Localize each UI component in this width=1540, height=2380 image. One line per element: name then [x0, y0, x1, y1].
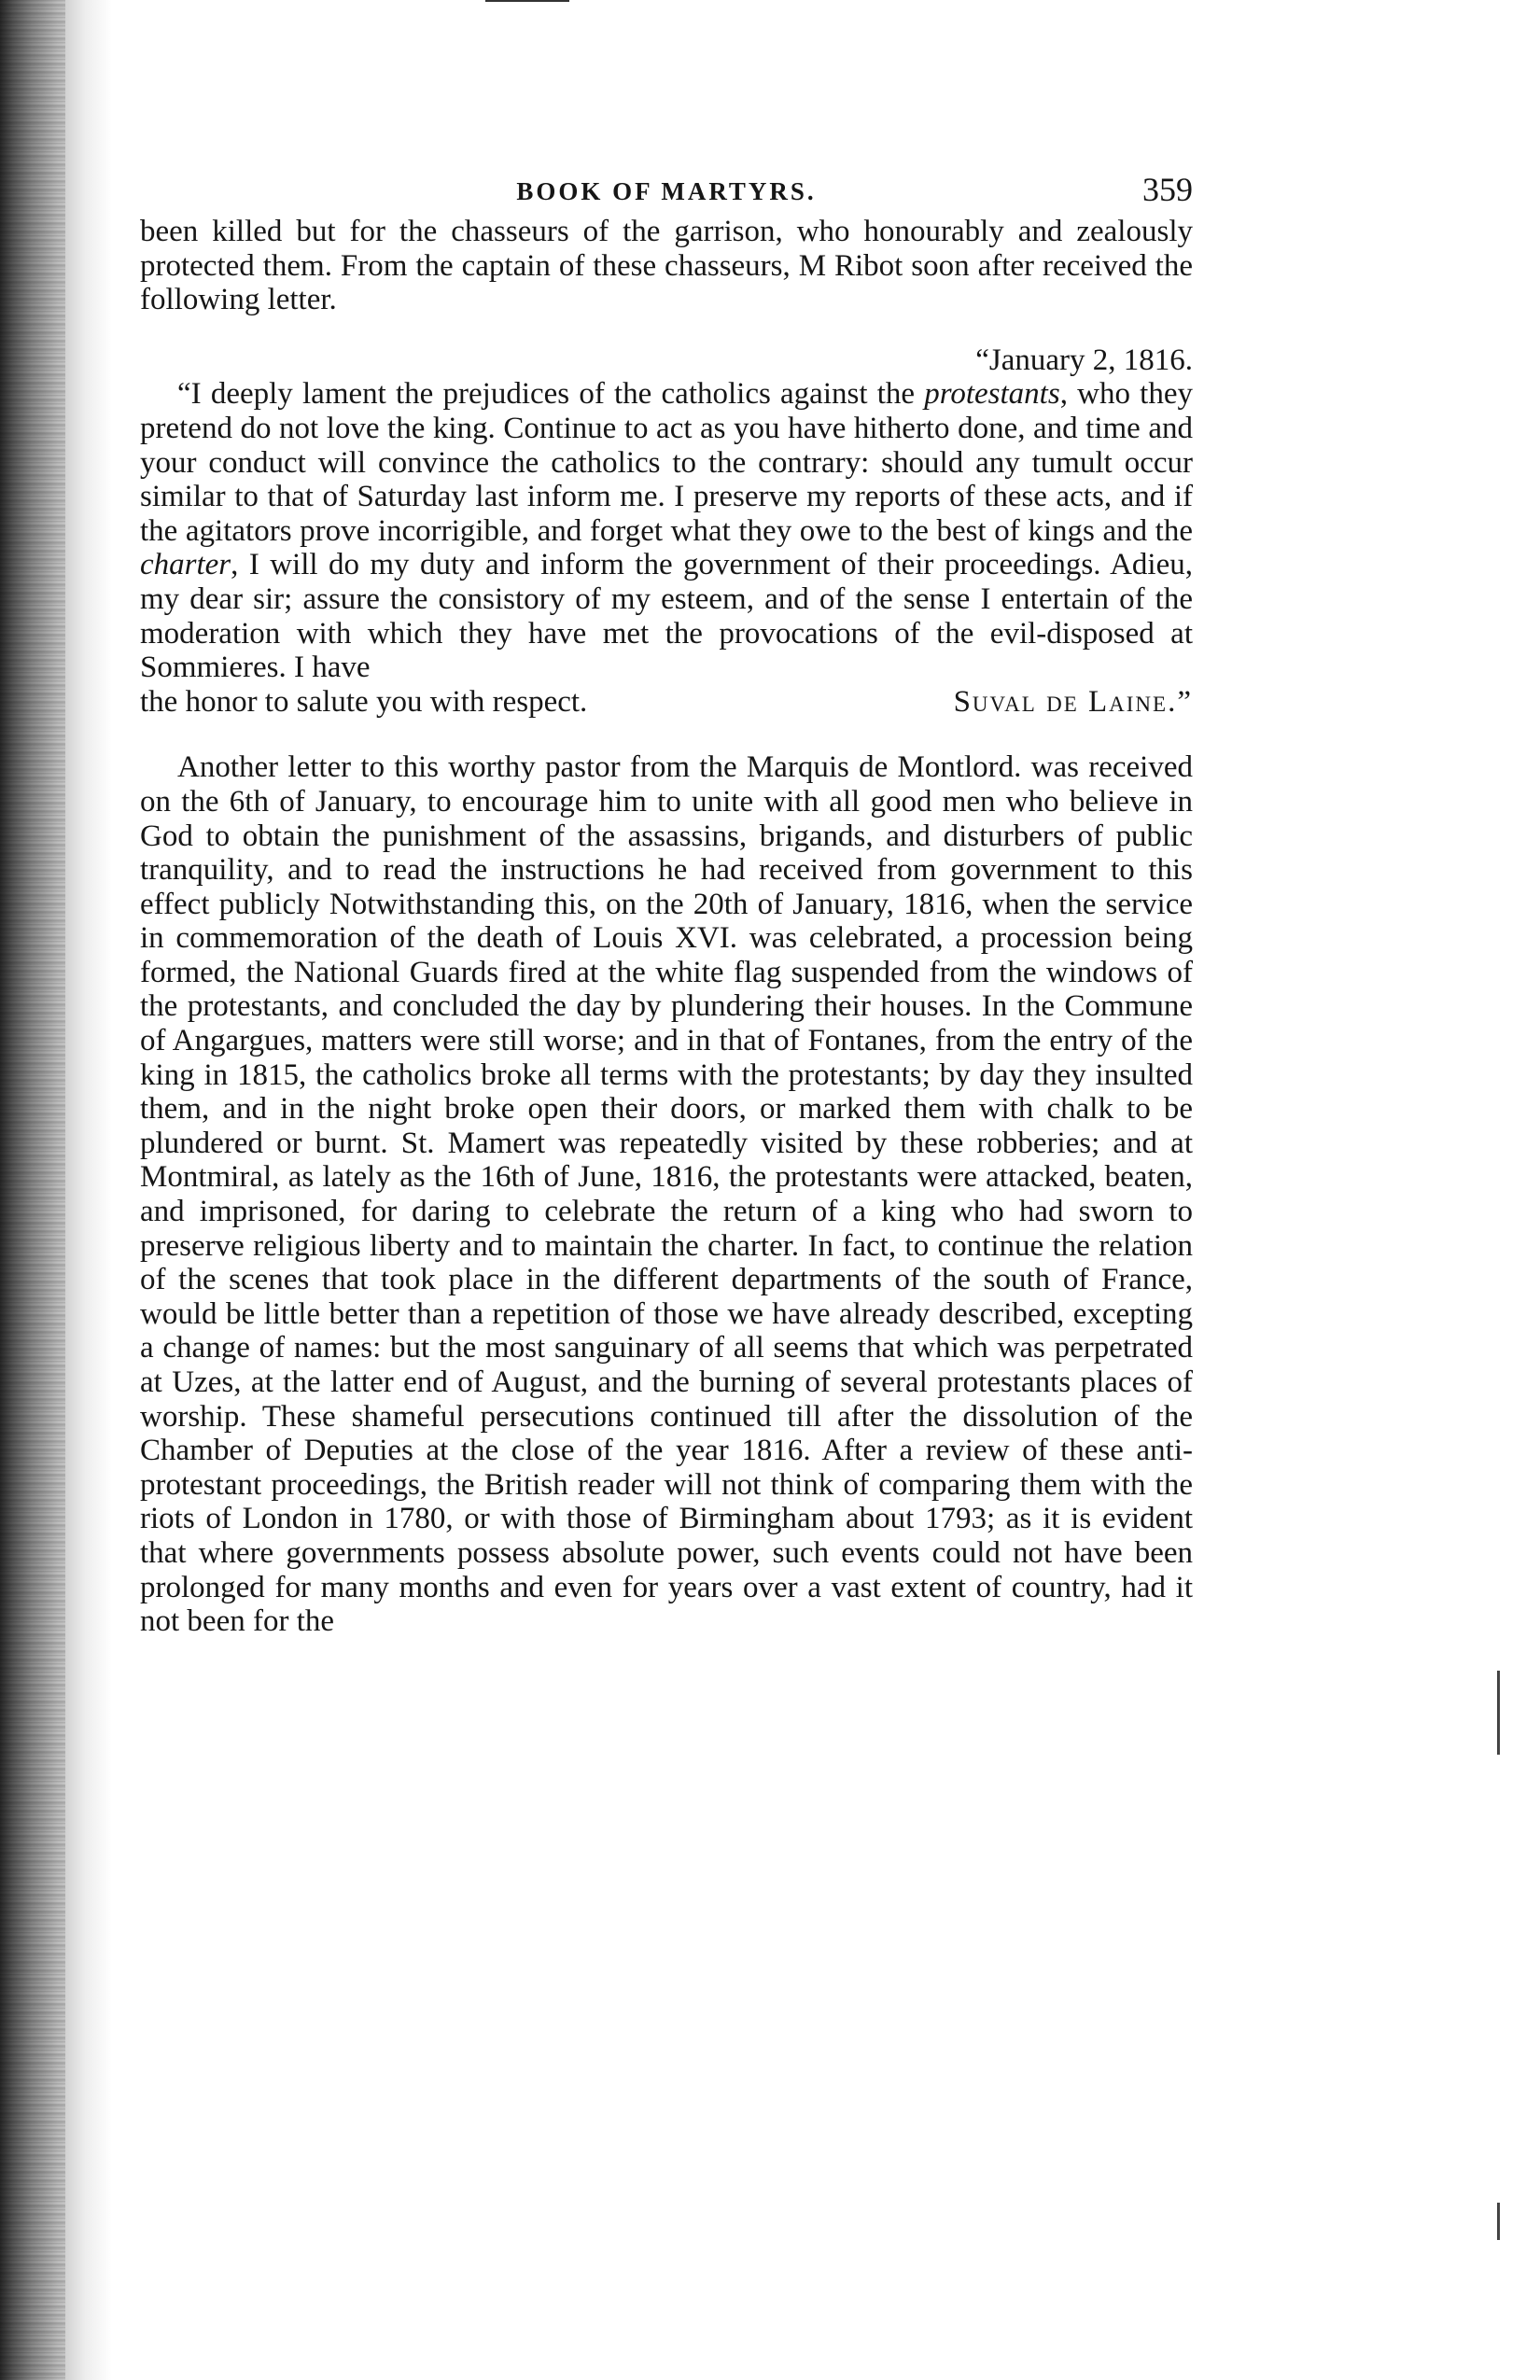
letter-body-part-2: , who they pretend do not love the king. Continue to act as you have hitherto done, and time and your conduct will convince the catholics to the contrary: should any tumult occur similar to that of Saturday last inform me. I preserve my reports of these acts, and if the agitators prove incorrigible, and forget what they owe to the best of kings and the: [140, 377, 1193, 548]
letter-date-text: “January 2, 1816.: [975, 343, 1193, 377]
letter-body: [140, 377, 1193, 684]
letter-date: [140, 343, 1193, 378]
running-head: [140, 168, 1193, 215]
page-number: 359: [1142, 171, 1193, 208]
letter-body-part-1: “I deeply lament the prejudices of the catholics against the: [177, 377, 925, 412]
letter-body-emphasis-protestants: protestants: [924, 377, 1060, 412]
scan-margin-mark: [1497, 2203, 1500, 2240]
letter-signature: Suval de Laine.”: [953, 684, 1193, 719]
letter-closing: the honor to salute you with respect.: [140, 684, 588, 719]
binding-speckle: [0, 0, 65, 2380]
opening-paragraph: been killed but for the chasseurs of the garrison, who honourably and zealously protected them. From the captain of these chasseurs, M Ribot soon after received the following letter.: [140, 215, 1193, 317]
running-head-title: BOOK OF MARTYRS.: [516, 177, 817, 205]
scan-top-rule: [485, 0, 569, 2]
book-page: [140, 168, 1193, 1639]
letter-body-emphasis-charter: charter: [140, 548, 231, 582]
scan-margin-mark: [1497, 1671, 1500, 1755]
letter-body-part-3: , I will do my duty and inform the government of their proceedings. Adieu, my dear sir; assure the consistory of my esteem, and of the sense I entertain of the moderation with which they have met the provocations of the evil-disposed at Sommieres. I have: [140, 548, 1193, 685]
letter-signature-line: [140, 685, 1193, 720]
main-paragraph: Another letter to this worthy pastor from the Marquis de Montlord. was received on the 6th of January, to encourage him to unite with all good men who believe in God to obtain the punishment of the assassins, brigands, and disturbers of public tranquility, and to read the instructions he had received from government to this effect publicly Notwithstanding this, on the 20th of January, 1816, when the service in commemoration of the death of Louis XVI. was celebrated, a procession being formed, the National Guards fired at the white flag suspended from the windows of the protestants, and concluded the day by plundering their houses. In the Commune of Angargues, matters were still worse; and in that of Fontanes, from the entry of the king in 1815, the catholics broke all terms with the protestants; by day they insulted them, and in the night broke open their doors, or marked them with chalk to be plundered or burnt. St. Mamert was repeatedly visited by these robberies; and at Montmiral, as lately as the 16th of June, 1816, the protestants were attacked, beaten, and imprisoned, for daring to celebrate the return of a king who had sworn to preserve religious liberty and to maintain the charter. In fact, to continue the relation of the scenes that took place in the different departments of the south of France, would be little better than a repetition of those we have already described, excepting a change of names: but the most sanguinary of all seems that which was perpetrated at Uzes, at the latter end of August, and the burning of several protestants places of worship. These shameful persecutions continued till after the dissolution of the Chamber of Deputies at the close of the year 1816. After a review of these anti-protestant proceedings, the British reader will not think of comparing them with the riots of London in 1780, or with those of Birmingham about 1793; as it is evident that where governments possess absolute power, such events could not have been prolonged for many months and even for years over a vast extent of country, had it not been for the: [140, 750, 1193, 1639]
